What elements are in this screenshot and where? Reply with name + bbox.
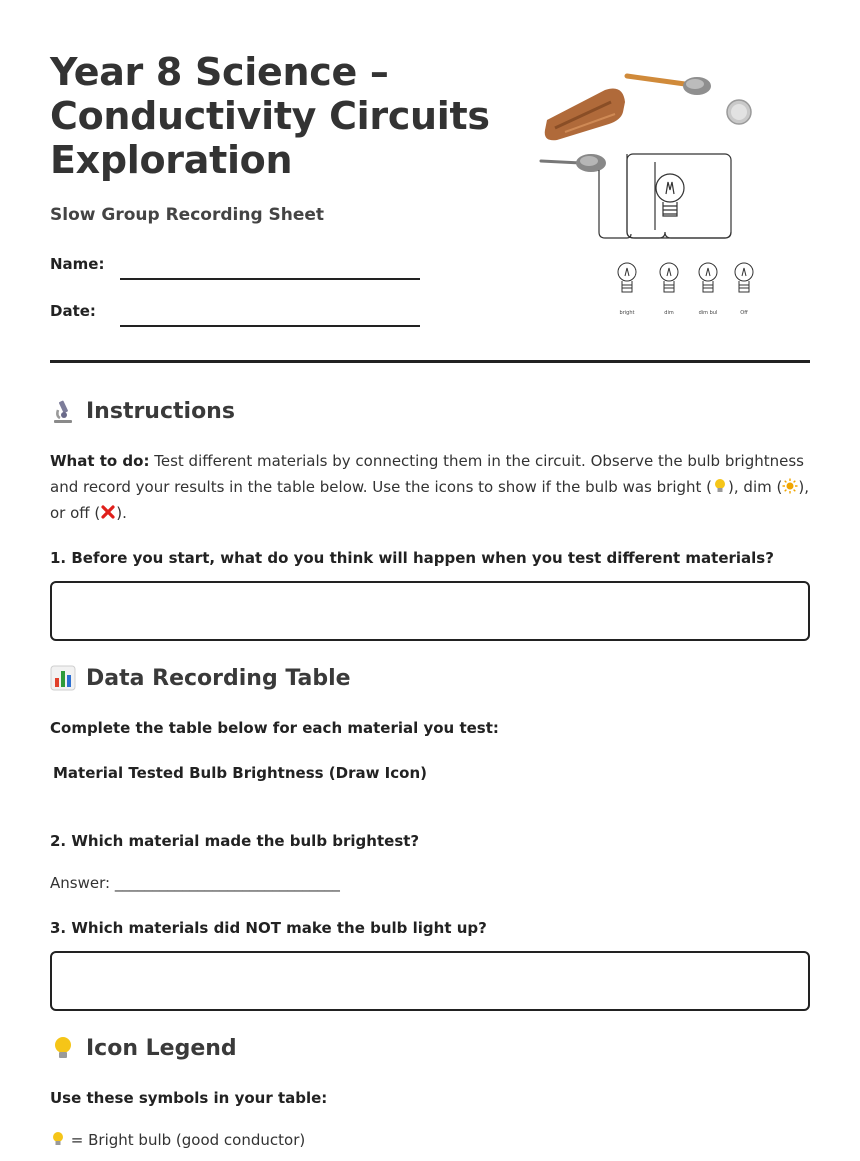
instructions-text-2: ), dim ( bbox=[728, 478, 783, 496]
bright-bulb-legend-icon bbox=[50, 1131, 66, 1147]
data-table-header-row bbox=[53, 764, 427, 782]
name-line[interactable] bbox=[120, 278, 420, 280]
answer-blank[interactable]: ______________________________ bbox=[114, 874, 340, 892]
answer-prefix: Answer: bbox=[50, 874, 115, 892]
lightbulb-icon bbox=[50, 1035, 76, 1061]
instructions-text-3: ), or off ( bbox=[50, 478, 809, 522]
question-3-label: 3. Which materials did NOT make the bulb light up? bbox=[50, 919, 487, 937]
legend-heading bbox=[50, 1035, 237, 1061]
data-table-heading-text: Data Recording Table bbox=[86, 665, 351, 691]
data-table-heading bbox=[50, 665, 351, 691]
spoon-left-image bbox=[541, 154, 606, 172]
instructions-paragraph bbox=[50, 448, 810, 526]
question-3-answer-box[interactable] bbox=[50, 951, 810, 1011]
legend-instruction: Use these symbols in your table: bbox=[50, 1089, 328, 1107]
bar-chart-icon bbox=[50, 665, 76, 691]
table-instruction: Complete the table below for each material you test: bbox=[50, 719, 499, 737]
instructions-heading-text: Instructions bbox=[86, 398, 235, 424]
off-cross-icon bbox=[100, 504, 116, 520]
instructions-lead: What to do: bbox=[50, 452, 150, 470]
table-col-brightness: Bulb Brightness (Draw Icon) bbox=[189, 764, 427, 782]
name-field[interactable] bbox=[50, 255, 430, 285]
microscope-icon bbox=[50, 398, 76, 424]
instructions-text-1: Test different materials by connecting them in the circuit. Observe the bulb brightness and record your results in the table below. Use the icons to show if the bulb was bright ( bbox=[50, 452, 804, 496]
question-1-label: 1. Before you start, what do you think will happen when you test different materials? bbox=[50, 549, 774, 567]
legend-item-bright-text: = Bright bulb (good conductor) bbox=[70, 1131, 306, 1149]
date-field[interactable] bbox=[50, 302, 430, 332]
circuit-materials-illustration bbox=[535, 62, 775, 327]
question-2-answer-line[interactable] bbox=[50, 874, 340, 892]
page-title: Year 8 Science – Conductivity Circuits Exploration bbox=[50, 50, 490, 182]
name-label: Name: bbox=[50, 255, 105, 273]
instructions-heading bbox=[50, 398, 235, 424]
bulb-label-bright: bright bbox=[619, 310, 635, 316]
legend-heading-text: Icon Legend bbox=[86, 1035, 237, 1061]
question-1-answer-box[interactable] bbox=[50, 581, 810, 641]
circuit-diagram bbox=[599, 154, 731, 238]
bulb-row-icons bbox=[618, 263, 753, 292]
legend-item-bright bbox=[50, 1131, 305, 1149]
date-line[interactable] bbox=[120, 325, 420, 327]
bulb-label-dim-bul: dim bul bbox=[698, 310, 718, 316]
instructions-text-4: ). bbox=[116, 504, 127, 522]
spoon-top-image bbox=[627, 76, 711, 95]
date-label: Date: bbox=[50, 302, 96, 320]
bright-bulb-icon bbox=[712, 478, 728, 494]
bulb-label-off: Off bbox=[740, 310, 748, 316]
bulb-label-dim: dim bbox=[664, 310, 674, 316]
coin-image bbox=[727, 100, 751, 124]
question-2-label: 2. Which material made the bulb brightest? bbox=[50, 832, 420, 850]
wood-piece-image bbox=[545, 89, 625, 141]
page-subtitle: Slow Group Recording Sheet bbox=[50, 205, 325, 225]
dim-sun-icon bbox=[782, 478, 798, 494]
header-divider bbox=[50, 360, 810, 363]
table-col-material: Material Tested bbox=[53, 764, 184, 782]
